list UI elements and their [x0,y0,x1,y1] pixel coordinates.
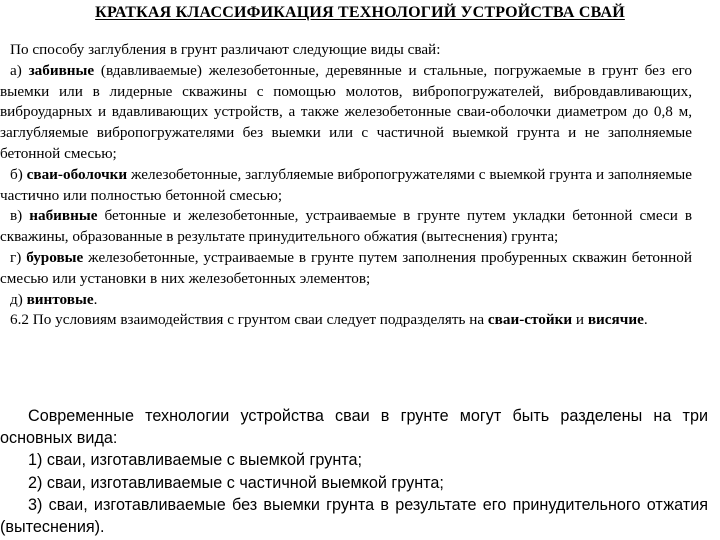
item-b-paragraph [0,165,692,207]
clause-paragraph [0,310,692,331]
page-title [0,4,720,22]
item-d-prefix: д) [10,290,27,308]
item-v-prefix: в) [10,207,30,225]
modern-technologies-section [0,405,708,538]
clause-mid: и [572,311,588,329]
item-d-paragraph [0,290,692,311]
clause-term-1: сваи-стойки [487,311,573,329]
item-a-prefix: а) [10,61,29,79]
modern-lead-paragraph: Современные технологии устройства сваи в грунте могут быть разделены на три основных вида: [0,407,708,448]
intro-paragraph: По способу заглубления в грунт различают следующие виды свай: [10,41,441,58]
item-a-term: забивные [28,61,95,79]
list-item: 3) сваи, изготавливаемые без выемки грунта в результате его принудительного отжатия (вытеснения). [0,495,708,537]
item-v-term: набивные [29,207,98,225]
clause-end: . [643,311,648,329]
classification-text [0,40,692,331]
item-v-text: бетонные и железобетонные, устраиваемые в грунте путем укладки бетонной смеси в скважины, образованные в результате принудительного обжатия (вытеснения) грунта; [0,207,692,246]
item-b-prefix: б) [10,165,27,183]
item-a-paragraph [0,61,692,165]
item-v-paragraph [0,206,692,248]
item-g-text: железобетонные, устраиваемые в грунте путем заполнения пробуренных скважин бетонной смесью или установки в них железобетонных элементов; [0,248,692,287]
item-a-text: (вдавливаемые) железобетонные, деревянные и стальные, погружаемые в грунт без его выемки или в лидерные скважины с помощью молотов, вибропогружателей, вибровдавливающих, виброударных и вдавливающих устройств, а также железобетонные сваи-оболочки диаметром до 0,8 м, заглубляемые вибропогружателями без выемки или с частичной выемкой грунта и не заполняемые бетонной смесью; [0,61,693,162]
item-g-term: буровые [26,248,84,266]
item-b-text: железобетонные, заглубляемые вибропогружателями с выемкой грунта и заполняемые частично или полностью бетонной смесью; [0,165,692,204]
item-d-term: винтовые [26,290,94,308]
list-item: 1) сваи, изготавливаемые с выемкой грунта; [28,451,362,470]
list-item: 2) сваи, изготавливаемые с частичной выемкой грунта; [28,473,444,492]
item-b-term: сваи-оболочки [26,165,128,183]
title-text: КРАТКАЯ КЛАССИФИКАЦИЯ ТЕХНОЛОГИЙ УСТРОЙСТВА СВАЙ [95,4,625,21]
clause-term-2: висячие [587,311,644,329]
item-d-text: . [93,290,98,308]
item-g-prefix: г) [10,248,27,266]
clause-text: 6.2 По условиям взаимодействия с грунтом сваи следует подразделять на [10,311,488,329]
item-g-paragraph [0,248,692,290]
